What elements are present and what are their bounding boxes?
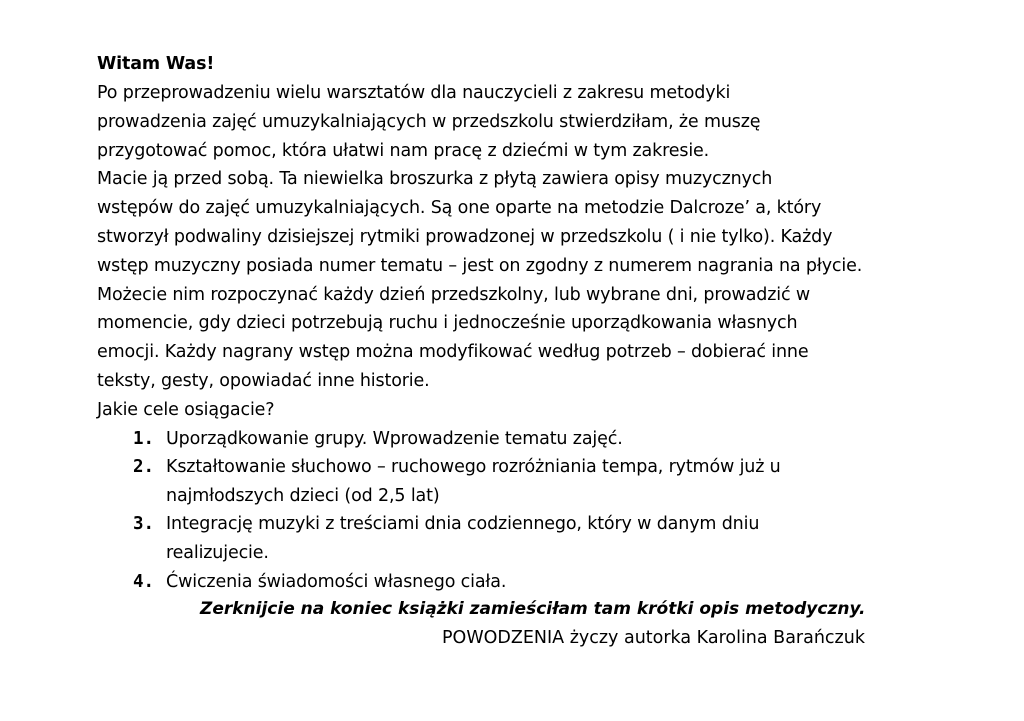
intro-line: wstęp muzyczny posiada numer tematu – jest on zgodny z numerem nagrania na płycie. (97, 256, 863, 276)
intro-line: momencie, gdy dzieci potrzebują ruchu i jednocześnie uporządkowania własnych (97, 313, 798, 333)
goals-heading: Jakie cele osiągacie? (97, 400, 275, 420)
goal-text: realizujecie. (166, 543, 269, 563)
goal-text: Uporządkowanie grupy. Wprowadzenie tematu zajęć. (166, 429, 623, 449)
goal-text: Kształtowanie słuchowo – ruchowego rozróżniania tempa, rytmów już u (166, 457, 781, 477)
intro-line: Możecie nim rozpoczynać każdy dzień przedszkolny, lub wybrane dni, prowadzić w (97, 285, 811, 305)
intro-line: emocji. Każdy nagrany wstęp można modyfikować według potrzeb – dobierać inne (97, 342, 809, 362)
signature: POWODZENIA życzy autorka Karolina Barańczuk (442, 628, 865, 648)
closing-note: Zerknijcie na koniec książki zamieściłam tam krótki opis metodyczny. (200, 599, 866, 619)
goal-number: 4. (133, 572, 155, 592)
goal-number: 1. (133, 429, 155, 449)
intro-line: Macie ją przed sobą. Ta niewielka broszurka z płytą zawiera opisy muzycznych (97, 169, 773, 189)
intro-line: prowadzenia zajęć umuzykalniających w przedszkolu stwierdziłam, że muszę (97, 112, 761, 132)
intro-line: Po przeprowadzeniu wielu warsztatów dla nauczycieli z zakresu metodyki (97, 83, 731, 103)
goal-text: najmłodszych dzieci (od 2,5 lat) (166, 486, 440, 506)
goal-text: Integrację muzyki z treściami dnia codziennego, który w danym dniu (166, 514, 760, 534)
goal-number: 3. (133, 514, 155, 534)
goal-text: Ćwiczenia świadomości własnego ciała. (166, 572, 507, 592)
greeting: Witam Was! (97, 54, 215, 74)
intro-line: stworzył podwaliny dzisiejszej rytmiki prowadzonej w przedszkolu ( i nie tylko). Każdy (97, 227, 833, 247)
goal-number: 2. (133, 457, 155, 477)
intro-line: wstępów do zajęć umuzykalniających. Są one oparte na metodzie Dalcroze’ a, który (97, 198, 822, 218)
intro-line: przygotować pomoc, która ułatwi nam pracę z dziećmi w tym zakresie. (97, 141, 710, 161)
intro-line: teksty, gesty, opowiadać inne historie. (97, 371, 430, 391)
